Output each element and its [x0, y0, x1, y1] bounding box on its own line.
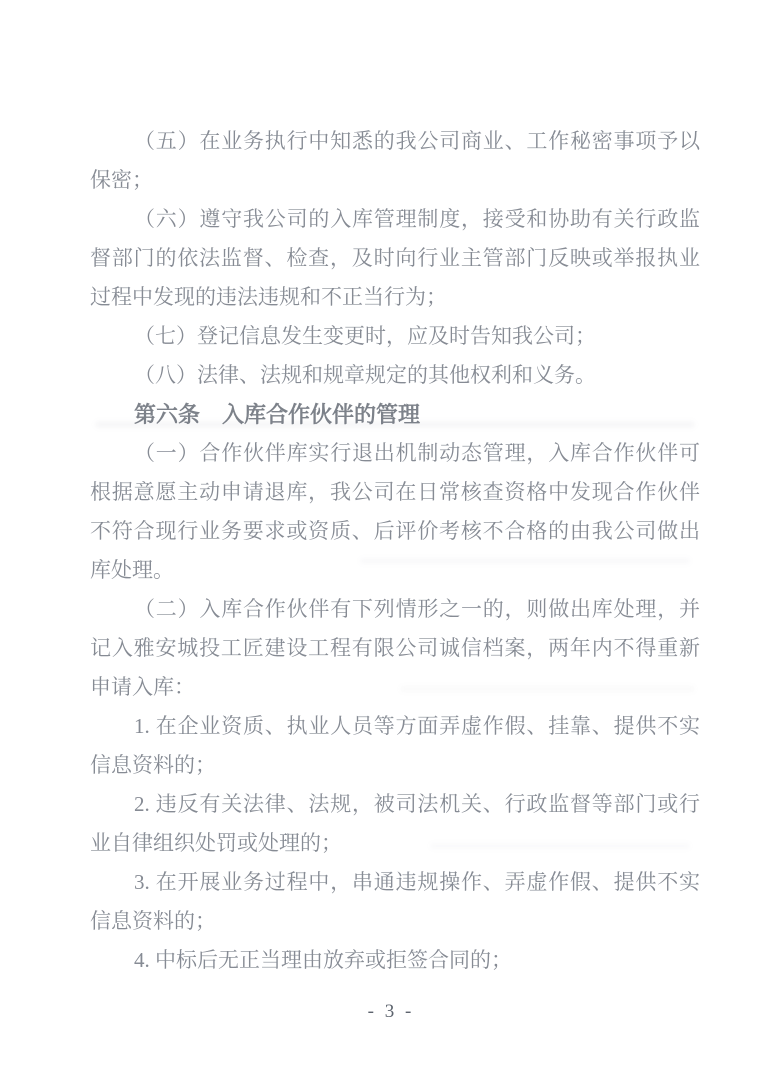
paragraph-item-1	[90, 434, 700, 590]
paragraph-sub-3	[90, 863, 700, 941]
paragraph-item-6	[90, 200, 700, 317]
text-line: 根据意愿主动申请退库，我公司在日常核查资格中发现合作伙伴	[90, 480, 700, 504]
paragraph-sub-4	[90, 941, 700, 980]
text-line: 3. 在开展业务过程中，串通违规操作、弄虚作假、提供不实	[134, 870, 700, 894]
text-line: 保密；	[90, 168, 153, 192]
text-line: 过程中发现的违法违规和不正当行为；	[90, 285, 447, 309]
document-body	[90, 122, 700, 980]
text-line: 记入雅安城投工匠建设工程有限公司诚信档案，两年内不得重新	[90, 636, 700, 660]
text-line: （六）遵守我公司的入库管理制度，接受和协助有关行政监	[134, 207, 700, 231]
text-line: 2. 违反有关法律、法规，被司法机关、行政监督等部门或行	[134, 792, 700, 816]
text-line: 信息资料的；	[90, 753, 216, 777]
paragraph-sub-1	[90, 707, 700, 785]
page-number: - 3 -	[367, 1001, 415, 1022]
article-6-heading: 第六条 入库合作伙伴的管理	[134, 402, 421, 427]
text-line: （一）合作伙伴库实行退出机制动态管理，入库合作伙伴可	[134, 441, 700, 465]
text-line: 库处理。	[90, 558, 174, 582]
text-line: （二）入库合作伙伴有下列情形之一的，则做出库处理，并	[134, 597, 700, 621]
paragraph-item-5	[90, 122, 700, 200]
text-line: 不符合现行业务要求或资质、后评价考核不合格的由我公司做出	[90, 519, 700, 543]
text-line: 信息资料的；	[90, 909, 216, 933]
page-footer	[0, 1001, 782, 1023]
text-line: （五）在业务执行中知悉的我公司商业、工作秘密事项予以	[134, 129, 700, 153]
paragraph-sub-2	[90, 785, 700, 863]
paragraph-item-8	[90, 356, 700, 395]
text-line: 1. 在企业资质、执业人员等方面弄虚作假、挂靠、提供不实	[134, 714, 700, 738]
paragraph-item-7	[90, 317, 700, 356]
text-line: 4. 中标后无正当理由放弃或拒签合同的；	[134, 948, 512, 972]
text-line: 督部门的依法监督、检查，及时向行业主管部门反映或举报执业	[90, 246, 700, 270]
text-line: （七）登记信息发生变更时，应及时告知我公司；	[134, 324, 596, 348]
text-line: 申请入库：	[90, 675, 195, 699]
paragraph-item-2	[90, 590, 700, 707]
text-line: 业自律组织处罚或处理的；	[90, 831, 342, 855]
text-line: （八）法律、法规和规章规定的其他权利和义务。	[134, 363, 596, 387]
